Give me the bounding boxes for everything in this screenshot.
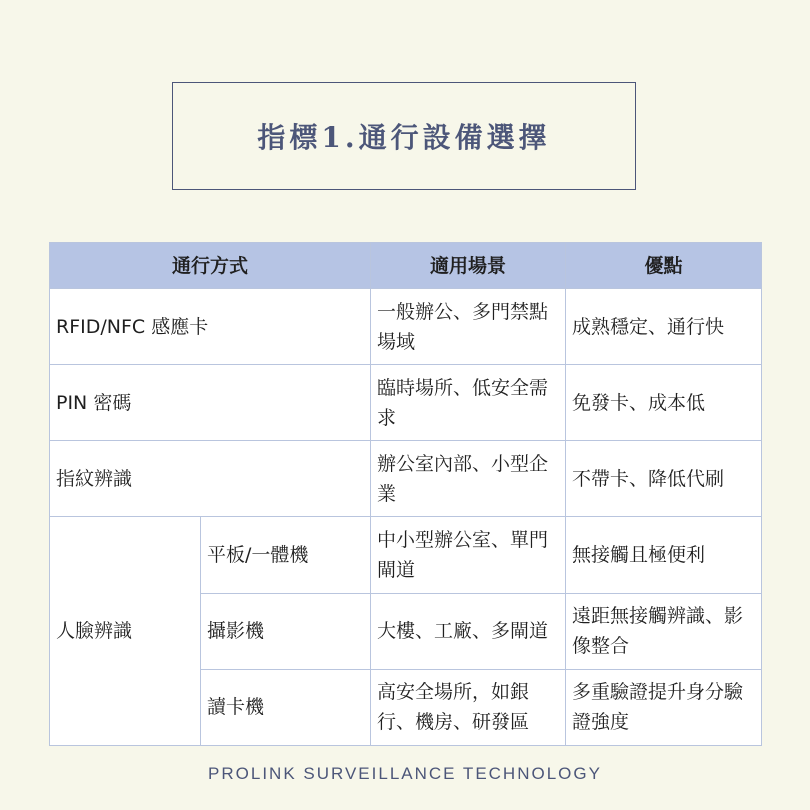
table-row — [50, 289, 762, 365]
advantage-cell: 無接觸且極便利 — [566, 517, 762, 593]
method-cell: 指紋辨識 — [50, 441, 371, 517]
scenario-cell: 一般辦公、多門禁點場域 — [371, 289, 566, 365]
scenario-cell: 高安全場所，如銀行、機房、研發區 — [371, 669, 566, 745]
method-cell: RFID/NFC 感應卡 — [50, 289, 371, 365]
page-title: 指標1.通行設備選擇 — [257, 121, 551, 154]
header-method: 通行方式 — [50, 243, 371, 289]
device-cell: 攝影機 — [201, 593, 371, 669]
advantage-cell: 成熟穩定、通行快 — [566, 289, 762, 365]
advantage-cell: 多重驗證提升身分驗證強度 — [566, 669, 762, 745]
table-header-row — [50, 243, 762, 289]
method-cell: PIN 密碼 — [50, 365, 371, 441]
scenario-cell: 大樓、工廠、多閘道 — [371, 593, 566, 669]
comparison-table — [49, 242, 762, 746]
table-row — [50, 441, 762, 517]
advantage-cell: 遠距無接觸辨識、影像整合 — [566, 593, 762, 669]
scenario-cell: 中小型辦公室、單門閘道 — [371, 517, 566, 593]
device-cell: 平板/一體機 — [201, 517, 371, 593]
header-scenario: 適用場景 — [371, 243, 566, 289]
title-box — [172, 82, 636, 190]
footer-brand: PROLINK SURVEILLANCE TECHNOLOGY — [208, 764, 602, 783]
table-row — [50, 517, 762, 593]
header-advantage: 優點 — [566, 243, 762, 289]
table-row — [50, 365, 762, 441]
advantage-cell: 免發卡、成本低 — [566, 365, 762, 441]
advantage-cell: 不帶卡、降低代刷 — [566, 441, 762, 517]
scenario-cell: 辦公室內部、小型企業 — [371, 441, 566, 517]
scenario-cell: 臨時場所、低安全需求 — [371, 365, 566, 441]
face-recognition-cell: 人臉辨識 — [50, 517, 201, 746]
device-cell: 讀卡機 — [201, 669, 371, 745]
